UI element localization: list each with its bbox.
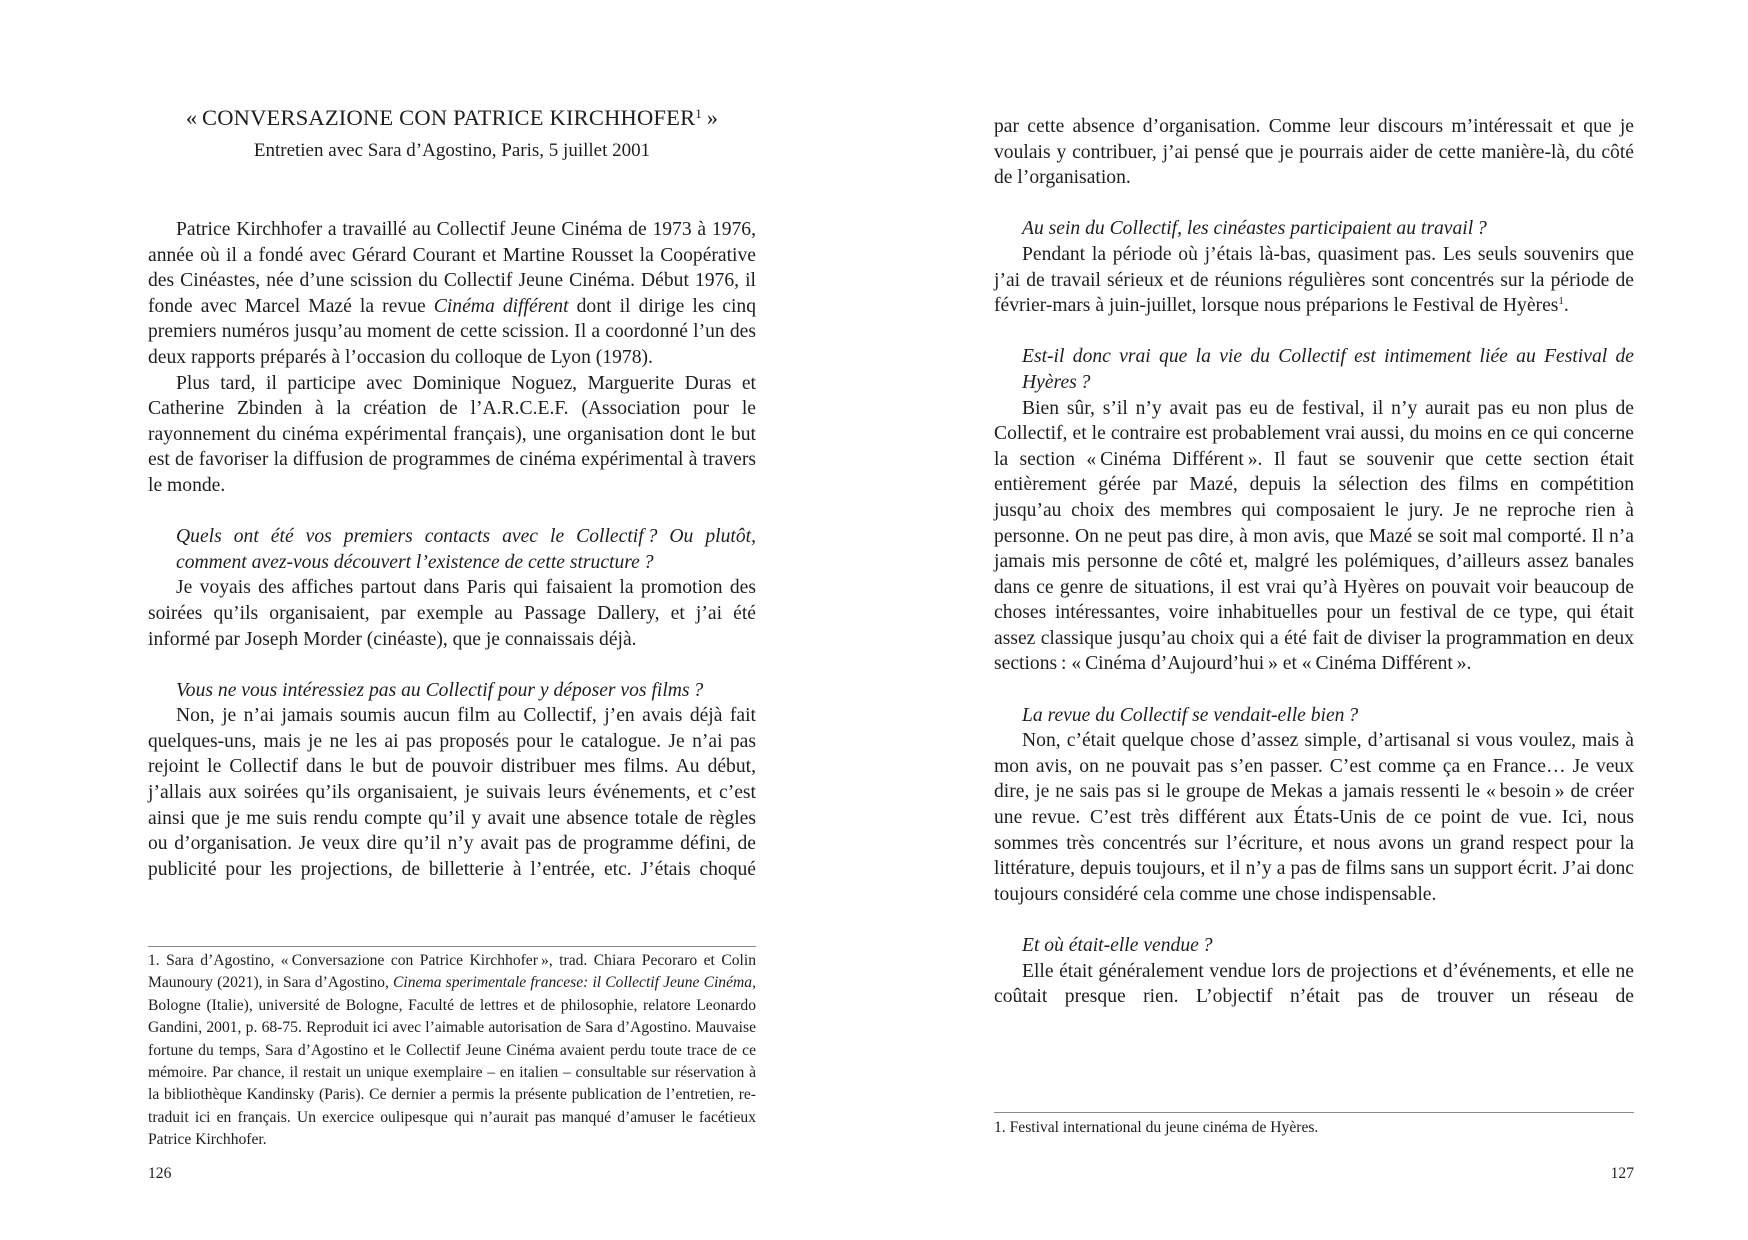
paragraph-gap xyxy=(994,319,1634,345)
footnote-1: 1. Festival international du jeune cinéma de Hyères. xyxy=(994,1119,1319,1136)
paragraph-gap xyxy=(148,652,756,678)
page-number: 127 xyxy=(1610,1165,1634,1182)
title-footnote-ref[interactable]: 1 xyxy=(695,106,702,121)
interview-question: Est-il donc vrai que la vie du Collectif est intimement liée au Festival de Hyères ? xyxy=(1022,346,1634,393)
interview-answer: Je voyais des affiches partout dans Paris qui faisaient la promotion des soirées qu’ils organisaient, par exemple au Passage Dallery, et j’ai été informé par Joseph Morder (cinéaste), que je connaissais déjà. xyxy=(148,577,756,650)
interview-answer: Elle était généralement vendue lors de projections et d’événements, et elle ne coûtait presque rien. L’objectif n’était pas de trouver un réseau de xyxy=(994,960,1634,1008)
page-number: 126 xyxy=(148,1165,172,1182)
intro-paragraph-1 xyxy=(148,217,756,371)
title-open-quote: « xyxy=(185,105,202,130)
footnote-work-title: Cinema sperimentale francese: il Collectif Jeune Cinéma xyxy=(393,974,753,992)
paragraph-gap xyxy=(994,191,1634,217)
intro-text: Patrice Kirchhofer a travaillé au Collectif Jeune Cinéma de 1973 à 1976, année où il a fondé avec Gérard Courant et Martine Rousset la Coopérative des Cinéastes, née d’une scission du Collectif Jeune Cinéma. Début 1976, il fonde avec Marcel Mazé la revue xyxy=(148,219,756,317)
interview-question: Vous ne vous intéressiez pas au Collectif pour y déposer vos films ? xyxy=(176,679,704,701)
interview-question: Et où était-elle vendue ? xyxy=(1022,935,1213,956)
answer-text: Pendant la période où j’étais là-bas, quasiment pas. Les seuls souvenirs que j’ai de travail sérieux et de réunions régulières sont concentrés sur la période de février-mars à juin-juillet, lorsque nous préparions le Festival de Hyères xyxy=(994,243,1634,317)
answer-text: . xyxy=(1563,295,1569,317)
left-page xyxy=(148,0,756,1240)
chapter-title xyxy=(148,104,756,132)
right-body-text xyxy=(994,114,1634,1010)
paragraph-gap xyxy=(994,677,1634,703)
intro-text: dont il dirige les cinq premiers numéros jusqu’au moment de cette scission. Il a coordonné l’un des deux rapports préparés à l’occasion du colloque de Lyon (1978). xyxy=(148,295,756,368)
footnote-1 xyxy=(148,950,756,1152)
footnote xyxy=(148,950,756,1152)
interview-question: Quels ont été vos premiers contacts avec le Collectif ? Ou plutôt, comment avez-vous découvert l’existence de cette structure ? xyxy=(176,526,756,573)
journal-title: Cinéma différent xyxy=(433,295,569,317)
title-close-quote: » xyxy=(702,105,719,130)
chapter-subtitle: Entretien avec Sara d’Agostino, Paris, 5 juillet 2001 xyxy=(253,140,651,161)
footnote-ref[interactable]: 1 xyxy=(1558,295,1564,308)
footnote-divider xyxy=(994,1112,1634,1113)
interview-question: Au sein du Collectif, les cinéastes participaient au travail ? xyxy=(1022,218,1487,240)
paragraph-gap xyxy=(148,499,756,525)
interview-question: La revue du Collectif se vendait-elle bien ? xyxy=(1022,704,1359,726)
chapter-title-text: CONVERSAZIONE CON PATRICE KIRCHHOFER xyxy=(202,105,696,130)
interview-answer: Non, je n’ai jamais soumis aucun film au Collectif, j’en avais déjà fait quelques-uns, mais je ne les ai pas proposés pour le catalogue. Je n’ai pas rejoint le Collectif dans le but de pouvoir distribuer mes films. Au début, j’allais aux soirées qu’ils organisaient, je suivais leurs événements, et c’est ainsi que je me suis rendu compte qu’il y avait une absence totale de règles ou d’organisation. Je veux dire qu’il n’y avait pas de programme défini, de publicité pour les projections, de billetterie à l’entrée, etc. J’étais choqué xyxy=(148,705,756,880)
intro-paragraph-2: Plus tard, il participe avec Dominique Noguez, Marguerite Duras et Catherine Zbinden à la création de l’A.R.C.E.F. (Association pour le rayonnement du cinéma expérimental français), une organisation dont le but est de favoriser la diffusion de programmes de cinéma expérimental à travers le monde. xyxy=(148,372,756,496)
footnote-divider xyxy=(148,946,756,947)
continued-paragraph: par cette absence d’organisation. Comme leur discours m’intéressait et que je voulais y contribuer, j’ai pensé que je pourrais aider de cette manière-là, du côté de l’organisation. xyxy=(994,116,1634,189)
interview-answer: Non, c’était quelque chose d’assez simple, d’artisanal si vous voulez, mais à mon avis, on ne pouvait pas s’en passer. C’est comme ça en France… Je veux dire, je ne sais pas si le groupe de Mekas a jamais ressenti le « besoin » de créer une revue. C’est très différent aux États-Unis de ce point de vue. Ici, nous sommes très concentrés sur l’écriture, et nous avons un grand respect pour la littérature, depuis toujours, et il n’y a pas de films sans un support écrit. J’ai donc toujours considéré cela comme une chose indispensable. xyxy=(994,730,1634,905)
paragraph-gap xyxy=(994,907,1634,933)
left-body-text xyxy=(148,217,756,882)
footnote-text: 1. Sara d’Agostino, « Conversazione con Patrice Kirchhofer », trad. Chiara Pecoraro et Colin Maunoury (2021), in Sara d’Agostino, xyxy=(148,952,756,992)
footnote xyxy=(994,1117,1634,1139)
interview-answer xyxy=(994,242,1634,319)
interview-answer: Bien sûr, s’il n’y avait pas eu de festival, il n’y aurait pas eu non plus de Collectif, et le contraire est probablement vrai aussi, du moins en ce qui concerne la section « Cinéma Différent ». Il faut se souvenir que cette section était entièrement gérée par Mazé, depuis la sélection des films en compétition jusqu’au choix des membres qui composaient le jury. Je ne reproche rien à personne. On ne peut pas dire, à mon avis, que Mazé se soit mal comporté. Il n’a jamais mis personne de côté et, malgré les polémiques, d’ailleurs assez banales dans ce genre de situations, il est vrai qu’à Hyères on pouvait voir beaucoup de choses intéressantes, voire inhabituelles pour un festival de ce type, qui était assez classique jusqu’au choix qui a été fait de diviser la programmation en deux sections : « Cinéma d’Aujourd’hui » et « Cinéma Différent ». xyxy=(994,397,1634,675)
right-page xyxy=(994,0,1634,1240)
footnote-text: , Bologne (Italie), université de Bologne, Faculté de lettres et de philosophie, relatore Leonardo Gandini, 2001, p. 68-75. Reproduit ici avec l’aimable autorisation de Sara d’Agostino. Mauvaise fortune du temps, Sara d’Agostino et le Collectif Jeune Cinéma avaient perdu toute trace de ce mémoire. Par chance, il restait un unique exemplaire – en italien – consultable sur réservation à la bibliothèque Kandinsky (Paris). Ce dernier a permis la présente publication de l’entretien, re-traduit ici en français. Un exercice oulipesque qui n’aurait pas manqué d’amuser le facétieux Patrice Kirchhofer. xyxy=(148,974,756,1149)
